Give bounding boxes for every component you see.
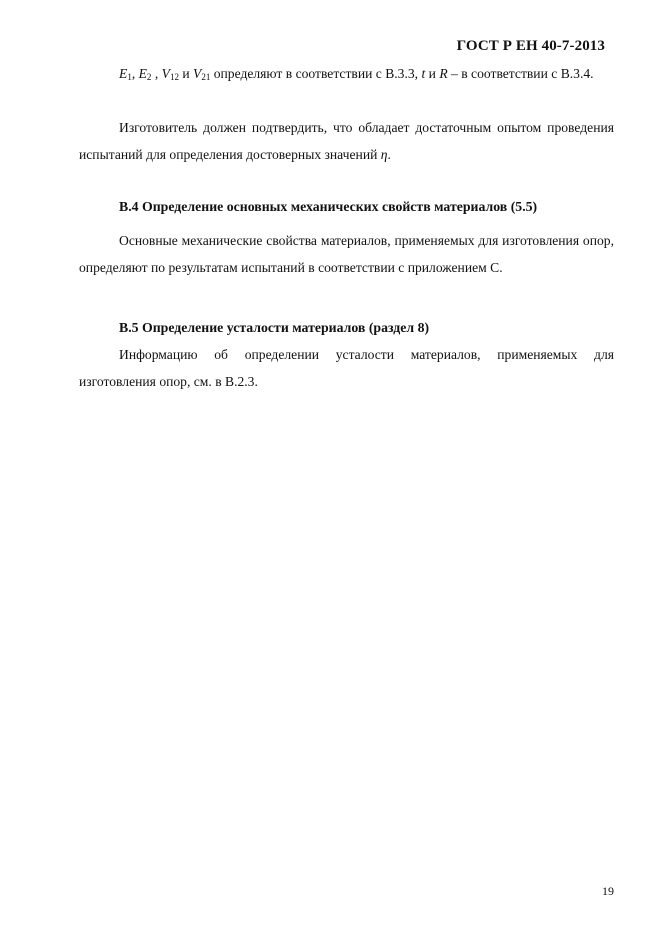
paragraph-text: [79, 60, 614, 87]
paragraph-fatigue: [79, 341, 614, 395]
text-fragment: ,: [151, 66, 162, 81]
text-fragment: и: [425, 66, 440, 81]
text-fragment: .: [387, 147, 391, 162]
symbol-eta: η: [380, 147, 388, 162]
symbol-e1: E: [119, 66, 128, 81]
section-heading-b5: В.5 Определение усталости материалов (раздел 8): [119, 320, 430, 335]
text-fragment: ,: [131, 66, 139, 81]
symbol-e2: E: [138, 66, 147, 81]
text-fragment: Изготовитель должен подтвердить, что обладает достаточным опытом проведения испытаний для определения достоверных значений: [79, 120, 614, 162]
symbol-v12: V: [161, 66, 170, 81]
subscript: 21: [201, 72, 211, 82]
section-heading-b4: В.4 Определение основных механических свойств материалов (5.5): [119, 199, 538, 214]
subscript: 12: [169, 72, 179, 82]
text-fragment: и: [178, 66, 194, 81]
paragraph-text: [79, 114, 614, 168]
symbol-r: R: [439, 66, 448, 81]
document-code-header: ГОСТ Р ЕН 40-7-2013: [456, 38, 605, 54]
subscript: 2: [146, 72, 152, 82]
subscript: 1: [127, 72, 132, 82]
page-number: 19: [602, 884, 614, 898]
paragraph-mechanical-properties: [79, 227, 614, 281]
symbol-v21: V: [193, 66, 202, 81]
paragraph-text: Основные механические свойства материалов, применяемых для изготовления опор, определяют по результатам испытаний в соответствии с приложением С.: [79, 233, 614, 275]
paragraph-text: Информацию об определении усталости материалов, применяемых для изготовления опор, см. в В.2.3.: [79, 347, 614, 389]
paragraph-manufacturer-experience: [79, 114, 614, 168]
symbol-t: t: [421, 66, 426, 81]
text-fragment: – в соответствии с В.3.4.: [447, 66, 594, 81]
paragraph-elastic-constants: [79, 60, 614, 87]
text-fragment: определяют в соответствии с В.3.3,: [210, 66, 422, 81]
